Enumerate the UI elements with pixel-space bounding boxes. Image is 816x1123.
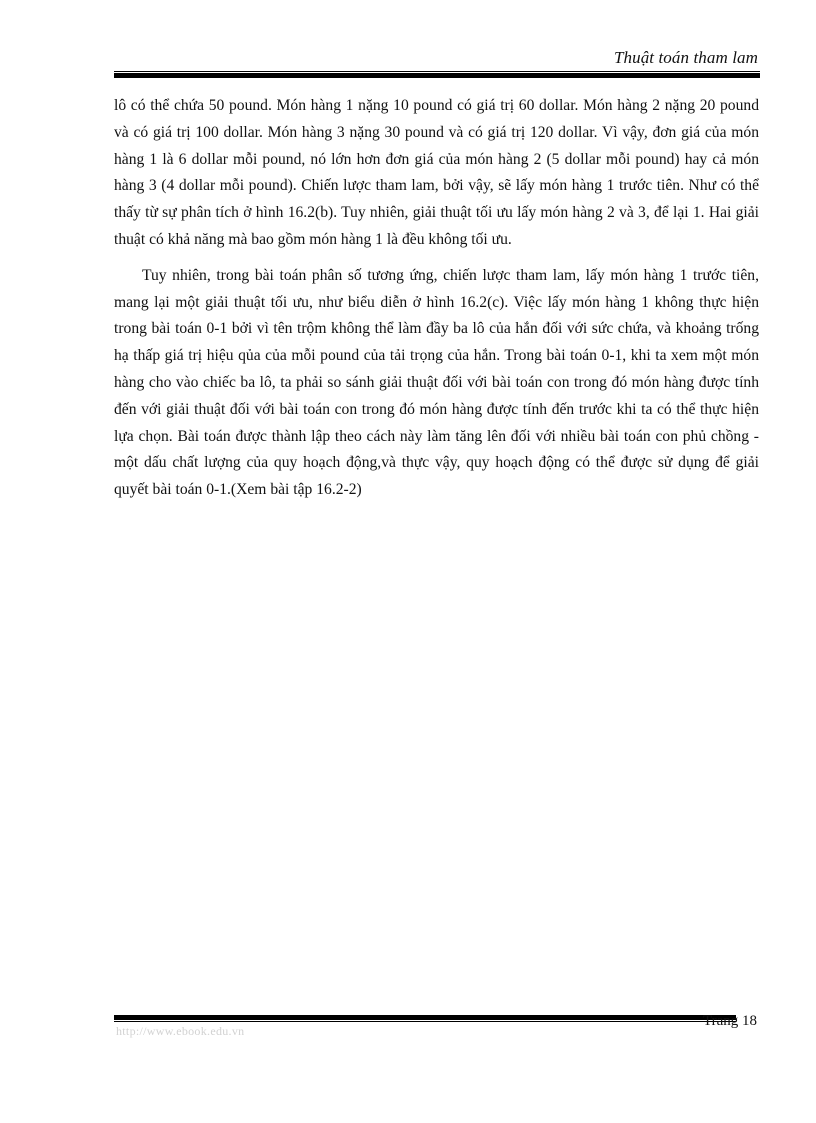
- page-number: Trang 18: [703, 1013, 758, 1029]
- header-rule: [114, 71, 760, 72]
- header-rule-thick: [114, 73, 760, 78]
- header-title: Thuật toán tham lam: [613, 48, 758, 67]
- footer-rule: [114, 1021, 736, 1022]
- body-text: [114, 93, 759, 504]
- footer-rule-thick: [114, 1015, 736, 1020]
- paragraph-2: Tuy nhiên, trong bài toán phân số tương ứng, chiến lược tham lam, lấy món hàng 1 trước tiên, mang lại một giải thuật tối ưu, như biểu diễn ở hình 16.2(c). Việc lấy món hàng 1 không thực hiện trong bài toán 0-1 bởi vì tên trộm không thể làm đầy ba lô của hắn đối với sức chứa, và khoảng trống hạ thấp giá trị hiệu qủa của mỗi pound của tải trọng của hắn. Trong bài toán 0-1, khi ta xem một món hàng cho vào chiếc ba lô, ta phải so sánh giải thuật đối với bài toán con trong đó món hàng được tính đến với giải thuật đối với bài toán con trong đó món hàng được tính đến trước khi ta có thể thực hiện lựa chọn. Bài toán được thành lập theo cách này làm tăng lên đối với nhiều bài toán con phủ chồng - một dấu chất lượng của quy hoạch động,và thực vậy, quy hoạch động có thể được sử dụng để giải quyết bài toán 0-1.(Xem bài tập 16.2-2): [114, 266, 759, 499]
- footer-url: http://www.ebook.edu.vn: [116, 1024, 245, 1038]
- paragraph-1: lô có thể chứa 50 pound. Món hàng 1 nặng 10 pound có giá trị 60 dollar. Món hàng 2 nặng 20 pound và có giá trị 100 dollar. Món hàng 3 nặng 30 pound và có giá trị 120 dollar. Vì vậy, đơn giá của món hàng 1 là 6 dollar mỗi pound, nó lớn hơn đơn giá của món hàng 2 (5 dollar mỗi pound) hay cả món hàng 3 (4 dollar mỗi pound). Chiến lược tham lam, bởi vậy, sẽ lấy món hàng 1 trước tiên. Như có thể thấy từ sự phân tích ở hình 16.2(b). Tuy nhiên, giải thuật tối ưu lấy món hàng 2 và 3, để lại 1. Hai giải thuật có khả năng mà bao gồm món hàng 1 là đều không tối ưu.: [114, 97, 759, 248]
